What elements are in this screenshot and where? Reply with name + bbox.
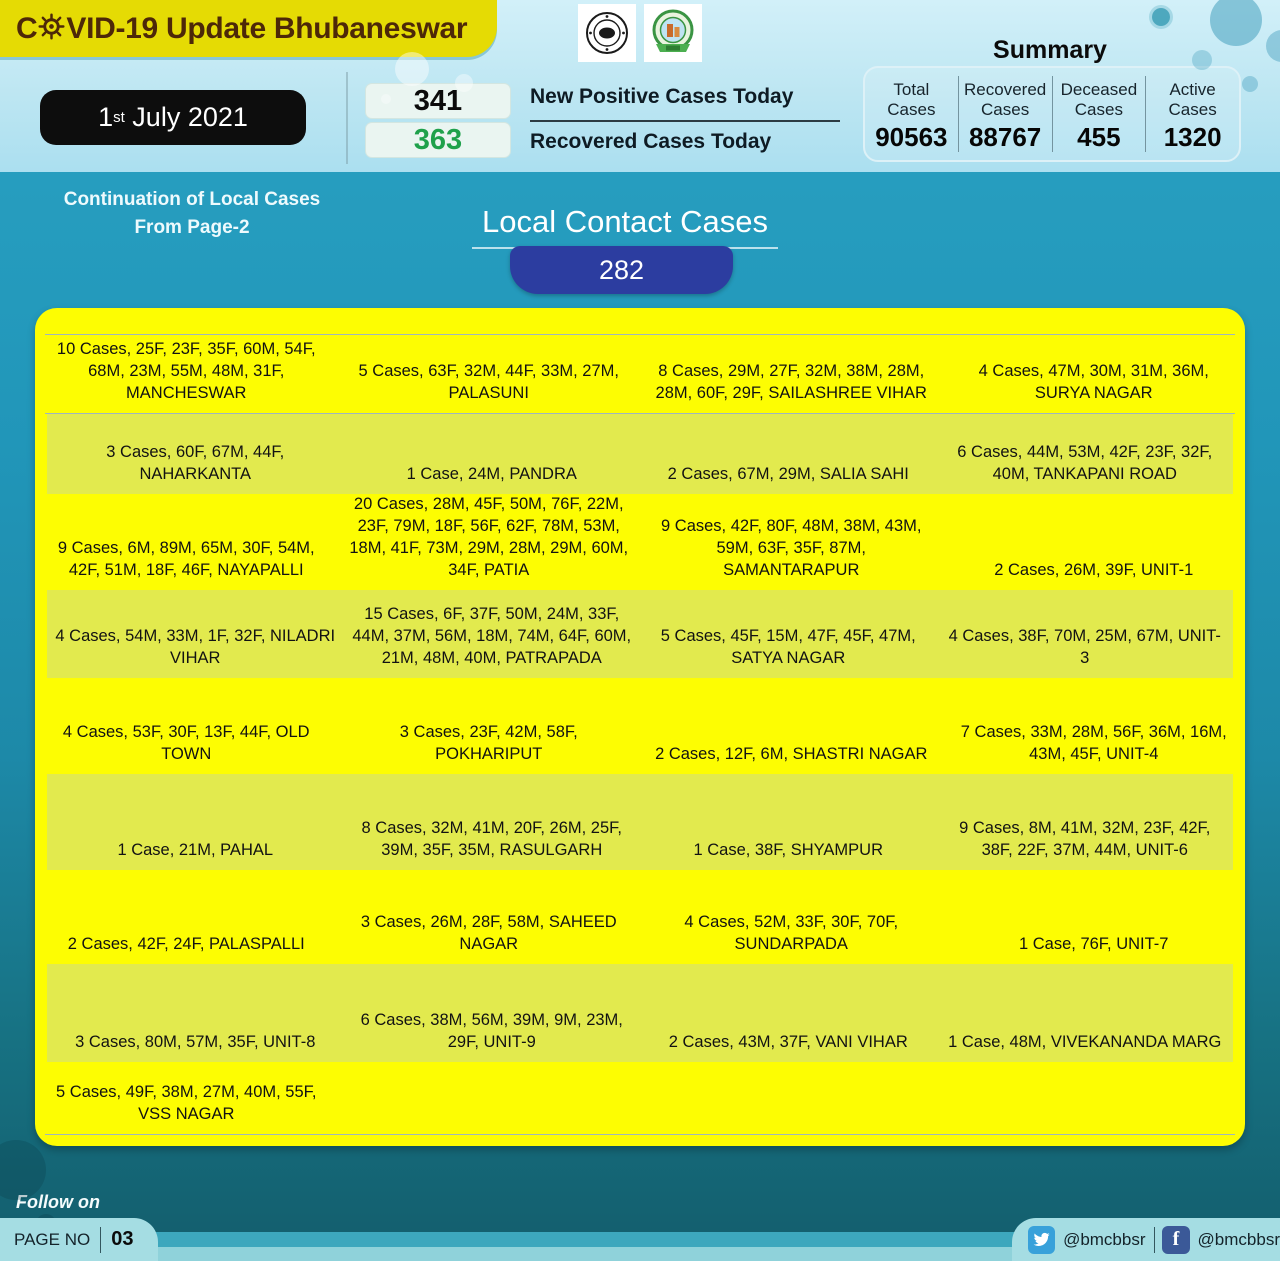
summary-label: Deceased — [1060, 80, 1138, 99]
cases-cell-surya-nagar: 4 Cases, 47M, 30M, 31M, 36M, SURYA NAGAR — [978, 362, 1209, 402]
twitter-icon[interactable] — [1028, 1226, 1055, 1254]
follow-on-label: Follow on — [16, 1192, 100, 1212]
banner-text-c: C — [16, 11, 38, 45]
cases-cell-patrapada: 15 Cases, 6F, 37F, 50M, 24M, 33F, 44M, 37M, 56M, 18M, 74M, 64F, 60M, 21M, 48M, 40M, PATRAPADA — [352, 605, 632, 667]
cases-cell-palaspalli: 2 Cases, 42F, 24F, PALASPALLI — [67, 935, 305, 953]
table-row — [47, 590, 1233, 678]
virus-dot-icon — [1152, 8, 1170, 26]
cases-cell-empty — [640, 1062, 943, 1134]
page-number-label: PAGE NO — [14, 1229, 91, 1249]
section-title-text: Local Contact Cases — [472, 204, 778, 249]
facebook-handle[interactable]: @bmcbbsr — [1197, 1229, 1280, 1249]
summary-title: Summary — [993, 36, 1107, 64]
cases-cell-nayapalli: 9 Cases, 6M, 89M, 65M, 30F, 54M, 42F, 51M, 18F, 46F, NAYAPALLI — [57, 539, 315, 579]
summary-active-cases — [1145, 76, 1239, 152]
continuation-note — [42, 186, 342, 242]
summary-value: 88767 — [968, 122, 1042, 152]
recovered-cases-value: 363 — [365, 122, 511, 158]
cases-cell-rasulgarh: 8 Cases, 32M, 41M, 20F, 26M, 25F, 39M, 35F, 35M, RASULGARH — [361, 819, 622, 859]
cases-cell-samantarapur: 9 Cases, 42F, 80F, 48M, 38M, 43M, 59M, 63F, 35F, 87M, SAMANTARAPUR — [661, 517, 922, 579]
summary-value: 90563 — [875, 122, 948, 152]
cases-cell-unit-1: 2 Cases, 26M, 39F, UNIT-1 — [994, 561, 1194, 579]
summary-label: Cases — [981, 100, 1030, 119]
cases-cell-palasuni: 5 Cases, 63F, 32M, 44F, 33M, 27M, PALASUNI — [358, 362, 619, 402]
cases-cell-satya-nagar: 5 Cases, 45F, 15M, 47F, 45F, 47M, SATYA NAGAR — [660, 627, 916, 667]
cases-cell-shyampur: 1 Case, 38F, SHYAMPUR — [693, 841, 883, 859]
table-row — [35, 494, 1245, 590]
cases-cell-unit-7: 1 Case, 76F, UNIT-7 — [1019, 935, 1169, 953]
cases-cell-mancheswar: 10 Cases, 25F, 23F, 35F, 60M, 54F, 68M, 23M, 55M, 48M, 31F, MANCHESWAR — [56, 340, 316, 402]
virus-watermark — [395, 52, 429, 86]
virus-watermark — [1210, 0, 1262, 46]
summary-label: Cases — [1074, 100, 1123, 119]
header-divider — [346, 72, 348, 164]
date-day: 1 — [98, 102, 114, 132]
cases-cell-patia: 20 Cases, 28M, 45F, 50M, 76F, 22M, 23F, 79M, 18F, 56F, 62F, 78M, 53M, 18M, 41F, 73M, 29M, 28M, 29M, 60M, 34F, PATIA — [349, 495, 629, 579]
banner-text-update: Update — [165, 11, 266, 45]
cases-cell-empty — [338, 1062, 641, 1134]
bmc-logo — [644, 4, 702, 62]
cases-cell-niladri-vihar: 4 Cases, 54M, 33M, 1F, 32F, NILADRI VIHAR — [55, 627, 336, 667]
continuation-line2: From Page-2 — [134, 217, 250, 238]
cases-cell-unit-9: 6 Cases, 38M, 56M, 39M, 9M, 23M, 29F, UNIT-9 — [360, 1011, 623, 1051]
date-rest: July 2021 — [124, 102, 248, 132]
cases-cell-pandra: 1 Case, 24M, PANDRA — [406, 465, 577, 483]
cases-cell-pahal: 1 Case, 21M, PAHAL — [117, 841, 274, 859]
cases-cell-unit-6: 9 Cases, 8M, 41M, 32M, 23F, 42F, 38F, 22F, 37M, 44M, UNIT-6 — [959, 819, 1211, 859]
recovered-cases-label: Recovered Cases Today — [530, 130, 772, 153]
virus-watermark — [0, 1140, 46, 1200]
cases-cell-sundarpada: 4 Cases, 52M, 33F, 30F, 70F, SUNDARPADA — [684, 913, 899, 953]
facebook-icon[interactable]: f — [1162, 1226, 1189, 1254]
summary-label: Cases — [887, 100, 936, 119]
page-number-tab — [0, 1218, 158, 1261]
local-contact-count: 282 — [510, 246, 733, 294]
table-row — [47, 964, 1233, 1062]
cases-table-panel — [35, 308, 1245, 1146]
summary-label: Cases — [1168, 100, 1217, 119]
section-title — [445, 204, 805, 249]
summary-deceased-cases — [1052, 76, 1146, 152]
summary-recovered-cases — [958, 76, 1052, 152]
title-banner — [0, 0, 497, 57]
cases-cell-unit-8: 3 Cases, 80M, 57M, 35F, UNIT-8 — [75, 1033, 316, 1051]
odisha-govt-seal — [578, 4, 636, 62]
cases-cell-unit-3: 4 Cases, 38F, 70M, 25M, 67M, UNIT-3 — [948, 627, 1221, 667]
date-pill — [40, 90, 306, 145]
table-row — [47, 774, 1233, 870]
new-cases-label: New Positive Cases Today — [530, 85, 840, 122]
cases-cell-pokhariput: 3 Cases, 23F, 42M, 58F, POKHARIPUT — [399, 723, 578, 763]
summary-value: 455 — [1077, 122, 1121, 152]
cases-cell-vss-nagar: 5 Cases, 49F, 38M, 27M, 40M, 55F, VSS NAGAR — [56, 1083, 317, 1123]
continuation-line1: Continuation of Local Cases — [63, 189, 321, 210]
cases-cell-sailashree-vihar: 8 Cases, 29M, 27F, 32M, 38M, 28M, 28M, 60F, 29F, SAILASHREE VIHAR — [655, 362, 927, 402]
cases-cell-naharkanta: 3 Cases, 60F, 67M, 44F, NAHARKANTA — [106, 443, 285, 483]
summary-label: Recovered — [964, 80, 1047, 99]
table-row — [35, 678, 1245, 774]
summary-label: Total — [893, 80, 930, 99]
cases-cell-unit-4: 7 Cases, 33M, 28M, 56F, 36M, 16M, 43M, 45F, UNIT-4 — [960, 723, 1227, 763]
date-suffix: st — [113, 109, 125, 126]
table-row — [35, 1062, 1245, 1134]
summary-box — [863, 66, 1241, 162]
twitter-handle[interactable]: @bmcbbsr — [1063, 1229, 1146, 1249]
table-row — [47, 414, 1233, 494]
cases-cell-shastri-nagar: 2 Cases, 12F, 6M, SHASTRI NAGAR — [655, 745, 928, 763]
banner-text-vid19: VID-19 — [66, 11, 158, 45]
cases-cell-tankapani-road: 6 Cases, 44M, 53M, 42F, 23F, 32F, 40M, TANKAPANI ROAD — [957, 443, 1213, 483]
social-links-tab — [1012, 1218, 1280, 1261]
table-row — [35, 335, 1245, 413]
cases-cell-vani-vihar: 2 Cases, 43M, 37F, VANI VIHAR — [668, 1033, 908, 1051]
tab-divider — [100, 1227, 101, 1253]
cases-cell-empty — [943, 1062, 1246, 1134]
cases-cell-old-town: 4 Cases, 53F, 30F, 13F, 44F, OLD TOWN — [62, 723, 310, 763]
banner-text-city: Bhubaneswar — [273, 11, 468, 45]
new-cases-value: 341 — [365, 83, 511, 119]
summary-value: 1320 — [1163, 122, 1222, 152]
cases-cell-salia-sahi: 2 Cases, 67M, 29M, SALIA SAHI — [667, 465, 909, 483]
page-number-value: 03 — [111, 1228, 134, 1250]
table-top-spacer — [35, 308, 1245, 334]
table-row — [35, 870, 1245, 964]
tab-divider — [1154, 1227, 1155, 1253]
table-divider — [45, 1134, 1235, 1135]
virus-icon — [38, 13, 65, 45]
summary-label: Active — [1169, 80, 1216, 99]
cases-cell-vivekananda-marg: 1 Case, 48M, VIVEKANANDA MARG — [948, 1033, 1222, 1051]
cases-cell-saheed-nagar: 3 Cases, 26M, 28F, 58M, SAHEED NAGAR — [360, 913, 617, 953]
header-band — [0, 0, 1280, 172]
summary-total-cases — [865, 76, 958, 152]
